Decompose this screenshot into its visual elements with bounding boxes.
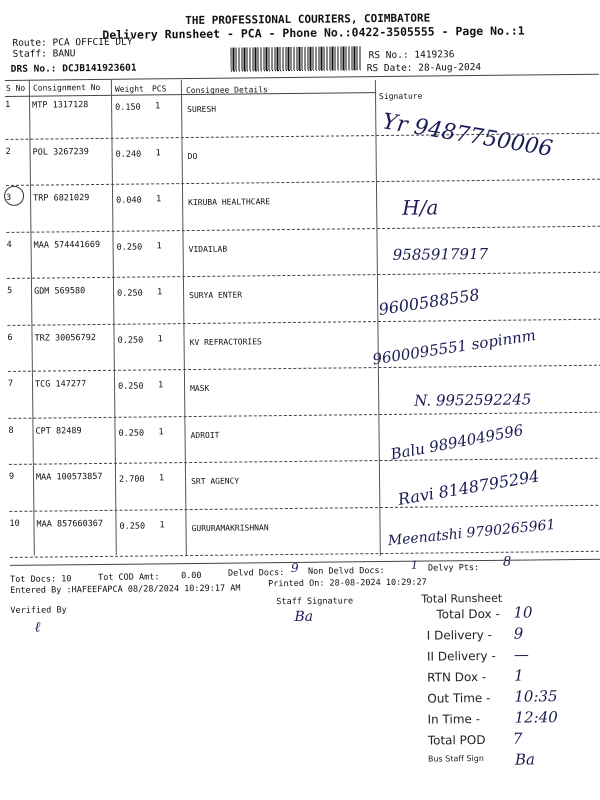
- delivered-docs-value: 9: [290, 560, 299, 575]
- row-consignment-no: TRP 6821029: [33, 193, 90, 204]
- summary-value: 7: [512, 729, 523, 748]
- delivery-points-value: 8: [502, 554, 512, 570]
- delivered-docs-label: Delvd Docs:: [227, 568, 285, 579]
- col-header-sno: S No: [5, 83, 26, 93]
- row-pcs: 1: [157, 287, 163, 298]
- row-consignment-no: TCG 147277: [34, 379, 87, 390]
- summary-label: Total Dox -: [436, 606, 500, 622]
- row-divider: [9, 458, 600, 465]
- verified-by-mark: ℓ: [34, 619, 41, 636]
- barcode: [231, 46, 361, 71]
- row-pcs: 1: [155, 101, 161, 112]
- table-bottom-border: [10, 559, 600, 566]
- row-sno: 3: [6, 192, 12, 203]
- row-consignment-no: MTP 1317128: [32, 100, 89, 111]
- row-consignment-no: MAA 574441669: [33, 239, 101, 251]
- summary-value: 9: [513, 624, 524, 643]
- summary-value: —: [513, 645, 529, 664]
- row-pcs: 1: [155, 147, 161, 158]
- staff-signature-label: Staff Signature: [276, 596, 354, 608]
- non-delivered-docs-label: Non Delvd Docs:: [307, 566, 385, 577]
- row-weight: 0.150: [115, 102, 141, 113]
- row-consignee: SRT AGENCY: [191, 476, 240, 487]
- table-top-border: [5, 74, 599, 81]
- row-sno: 8: [8, 425, 14, 436]
- row-pcs: 1: [156, 194, 162, 205]
- col-header-consignment: Consignment No: [32, 82, 101, 93]
- summary-label: Bus Staff Sign: [427, 753, 484, 764]
- summary-value: 1: [514, 666, 524, 685]
- row-sno: 5: [6, 285, 13, 296]
- row-consignee: DO: [187, 151, 198, 161]
- company-name: THE PROFESSIONAL COURIERS, COIMBATORE: [185, 11, 431, 28]
- row-consignee: KIRUBA HEALTHCARE: [188, 197, 271, 208]
- row-pcs: 1: [157, 333, 163, 344]
- row-consignee: ADROIT: [190, 430, 220, 440]
- runsheet-title: Delivery Runsheet - PCA - Phone No.:0422-3505555 - Page No.:1: [102, 23, 525, 42]
- col-header-signature: Signature: [378, 91, 423, 102]
- row-consignment-no: GDM 569580: [34, 286, 86, 297]
- row-sno: 9: [8, 471, 15, 482]
- row-consignment-no: CPT 82489: [35, 425, 82, 437]
- summary-label: I Delivery -: [426, 627, 493, 643]
- staff-label: Staff: BANU: [12, 48, 76, 60]
- summary-label: RTN Dox -: [427, 669, 487, 685]
- row-consignee: MASK: [190, 383, 210, 394]
- row-divider: [6, 179, 600, 186]
- summary-label: Out Time -: [427, 690, 491, 706]
- col-header-consignee: Consignee Details: [185, 85, 268, 96]
- drs-number: DRS No.: DCJB141923601: [10, 62, 137, 75]
- row-pcs: 1: [159, 519, 165, 530]
- row-sno: 4: [6, 239, 12, 250]
- rs-number: RS No.: 1419236: [368, 49, 455, 62]
- signature-6: 9600095551 sopinnm: [371, 326, 537, 369]
- rs-date: RS Date: 28-Aug-2024: [366, 61, 482, 75]
- col-header-pcs: PCS: [151, 84, 167, 94]
- row-consignee: GURURAMAKRISHNAN: [191, 522, 269, 533]
- signature-7: N. 9952592245: [414, 390, 532, 410]
- row-divider: [9, 504, 600, 511]
- route-label: Route: PCA OFFCIE DLY: [12, 36, 133, 49]
- row-weight: 0.250: [119, 521, 146, 532]
- delivery-points-label: Delvy Pts:: [427, 563, 480, 574]
- signature-5: 9600588558: [377, 285, 481, 320]
- row-sno: 2: [5, 146, 11, 157]
- col-header-weight: Weight: [114, 84, 144, 94]
- row-consignee: VIDAILAB: [188, 244, 228, 254]
- signature-4: 9585917917: [392, 244, 489, 264]
- row-consignment-no: TRZ 30056792: [34, 332, 97, 344]
- total-docs: Tot Docs: 10: [10, 574, 72, 585]
- row-pcs: 1: [157, 380, 164, 391]
- row-consignee: SURYA ENTER: [189, 290, 243, 301]
- row-sno: 10: [9, 518, 20, 529]
- row-sno: 6: [7, 332, 13, 343]
- row-weight: 0.250: [118, 381, 144, 392]
- row-consignment-no: MAA 857660367: [36, 518, 104, 530]
- row-weight: 0.250: [116, 242, 143, 253]
- verified-by-label: Verified By: [10, 605, 67, 616]
- row-consignee: KV REFRACTORIES: [189, 336, 262, 347]
- row-pcs: 1: [156, 240, 162, 251]
- signature-9: Ravi 8148795294: [396, 466, 541, 509]
- row-weight: 0.250: [118, 428, 145, 439]
- summary-label: In Time -: [427, 712, 481, 727]
- signature-10: Meenatshi 9790265961: [387, 516, 557, 550]
- entered-by: Entered By :HAFEEFAPCA 08/28/2024 10:29:17 AM: [10, 583, 241, 596]
- summary-heading: Total Runsheet: [421, 591, 503, 606]
- row-consignee: SURESH: [187, 104, 217, 115]
- row-divider: [7, 272, 600, 279]
- total-cod-amount: 0.00: [180, 570, 202, 582]
- row-sno: 7: [7, 378, 14, 389]
- summary-label: II Delivery -: [426, 648, 496, 664]
- summary-value: 10: [513, 603, 533, 622]
- row-weight: 0.250: [117, 335, 144, 346]
- row-divider: [6, 225, 600, 232]
- summary-value: 10:35: [514, 687, 558, 706]
- summary-label: Total POD: [427, 732, 486, 748]
- row-weight: 0.250: [117, 288, 143, 299]
- row-pcs: 1: [158, 426, 164, 437]
- col-divider: [181, 80, 187, 556]
- printed-on: Printed On: 28-08-2024 10:29:27: [268, 577, 427, 590]
- row-consignment-no: MAA 100573857: [35, 471, 103, 483]
- total-cod-label: Tot COD Amt:: [98, 572, 160, 584]
- row-divider: [8, 365, 600, 372]
- signature-8: Balu 9894049596: [389, 421, 525, 464]
- row-divider: [7, 318, 600, 325]
- row-divider: [8, 411, 600, 418]
- signature-1: Yr 9487750006: [380, 109, 555, 162]
- summary-value: 12:40: [514, 708, 558, 727]
- row-weight: 0.240: [115, 149, 142, 160]
- row-divider: [10, 551, 600, 558]
- staff-signature-mark: Ba: [294, 608, 314, 625]
- non-delivered-docs-value: 1: [410, 558, 419, 572]
- signature-3: H/a: [402, 195, 439, 220]
- summary-value: Ba: [514, 750, 536, 769]
- row-weight: 0.040: [116, 195, 142, 206]
- row-pcs: 1: [158, 473, 165, 484]
- row-weight: 2.700: [118, 474, 145, 485]
- row-sno: 1: [5, 99, 11, 110]
- row-consignment-no: POL 3267239: [32, 146, 89, 158]
